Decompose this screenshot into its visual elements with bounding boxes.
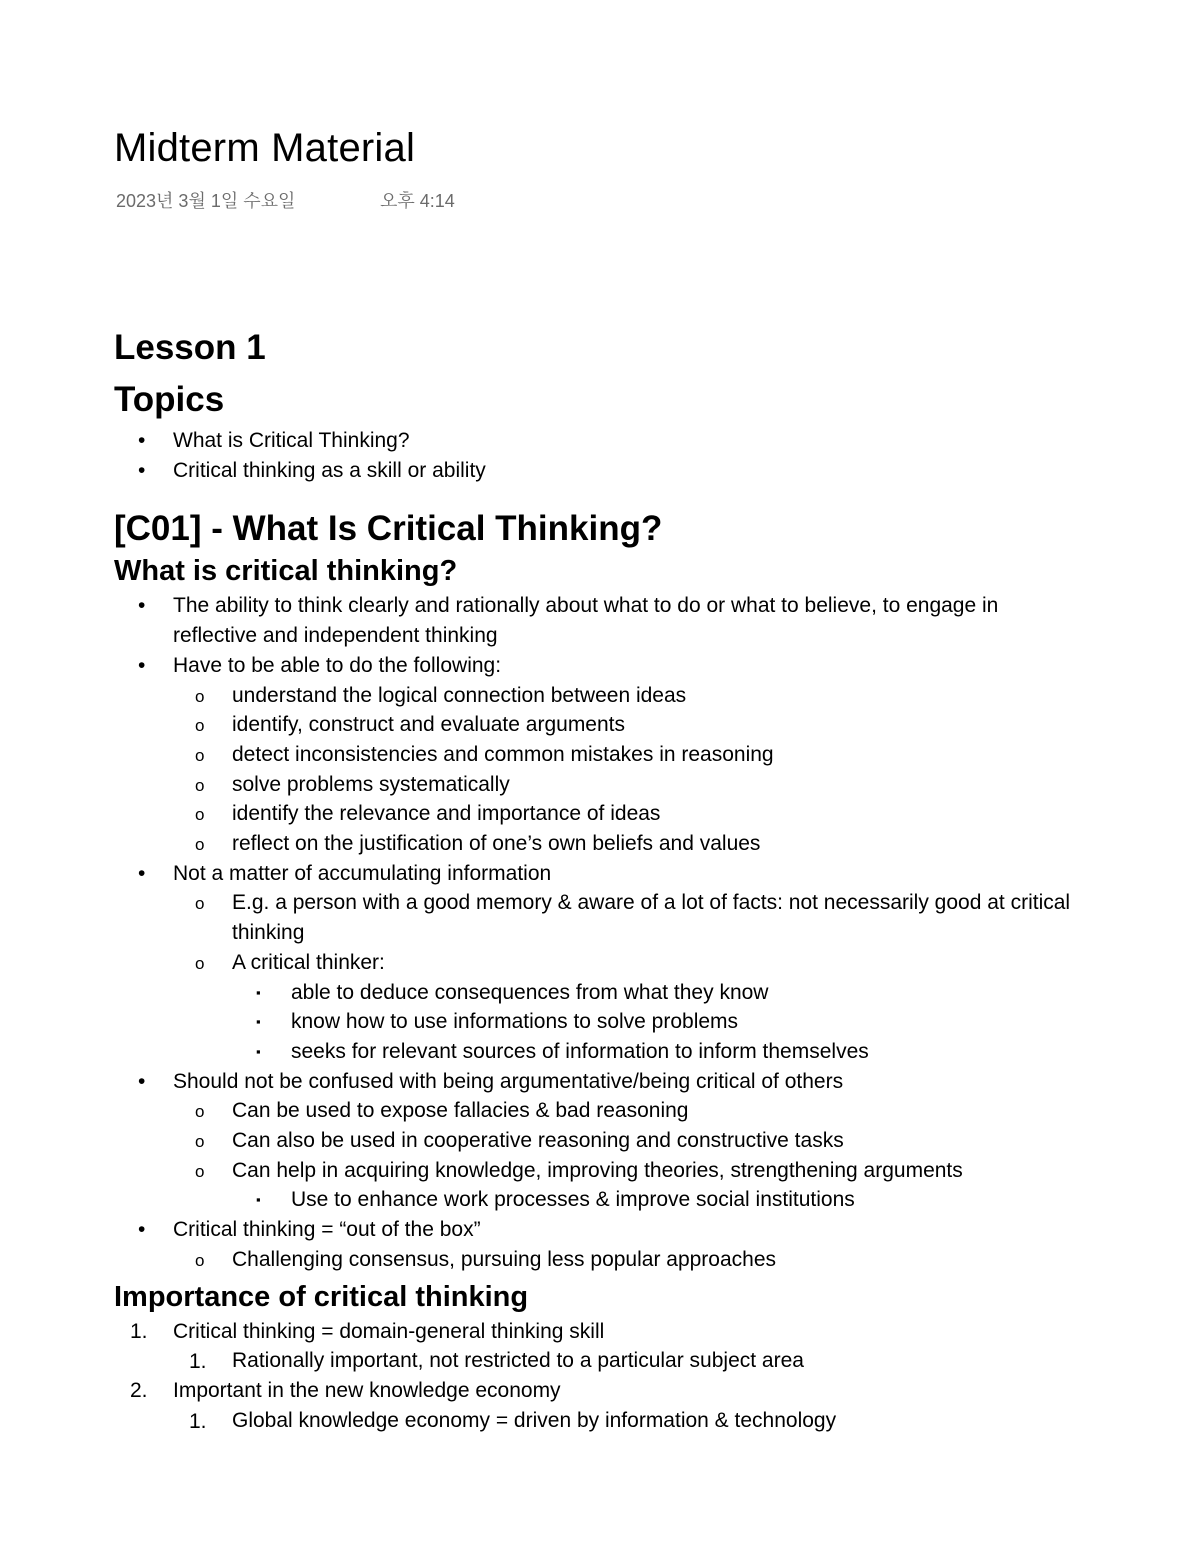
bullet-marker: o [195,894,205,914]
list-item-text: E.g. a person with a good memory & aware of a lot of facts: not necessarily good at critical thinking [232,891,1071,945]
list-item-text: Should not be confused with being argumentative/being critical of others [173,1069,844,1093]
bullet-marker: o [195,1132,205,1152]
number-marker: 1. [189,1409,207,1433]
list-item-text: know how to use informations to solve problems [291,1010,739,1034]
bullet-marker: • [138,594,146,618]
list-item [114,1317,1074,1376]
list-item [114,859,1074,1067]
bullet-marker: o [195,953,205,973]
note-body [114,322,1074,1440]
list-item-text: Challenging consensus, pursuing less popular approaches [232,1247,777,1271]
section-heading: [C01] - What Is Critical Thinking? [114,509,663,549]
sub-list [173,1406,1074,1436]
list-item-text: detect inconsistencies and common mistakes in reasoning [232,742,774,766]
bullet-marker: • [138,1218,146,1242]
list-item-text: Have to be able to do the following: [173,653,502,677]
bullet-marker: o [195,745,205,765]
list-item-text: reflect on the justification of one’s own beliefs and values [232,832,761,856]
page-title: Midterm Material [114,126,416,170]
list-item-text: A critical thinker: [232,950,385,974]
sub-list [173,1245,1074,1275]
list-item-text: What is Critical Thinking? [173,429,410,452]
list-item-text: able to deduce consequences from what they know [291,980,769,1004]
list-item-text: understand the logical connection between ideas [232,683,687,707]
list-item [114,1067,1074,1216]
topics-list [114,426,1074,485]
bullet-marker: o [195,805,205,825]
sub-list [173,681,1074,859]
sub-list [173,888,1074,1066]
number-marker: 1. [189,1350,207,1374]
list-item-text: seeks for relevant sources of information to inform themselves [291,1039,869,1063]
list-item [173,1346,1074,1376]
bullet-marker: ▪ [256,984,261,1000]
list-item [114,456,1074,486]
list-item-text: identify, construct and evaluate arguments [232,713,626,737]
what-list [114,591,1074,1274]
list-item-text: Can also be used in cooperative reasoning and constructive tasks [232,1129,844,1153]
list-item-text: identify the relevance and importance of ideas [232,802,661,826]
list-item [173,1096,1074,1126]
list-item [114,426,1074,456]
bullet-marker: o [195,686,205,706]
number-marker: 1. [130,1319,148,1343]
list-item [173,1126,1074,1156]
subsection-heading-importance: Importance of critical thinking [114,1280,529,1313]
sub-list [173,1096,1074,1215]
bullet-marker: ▪ [256,1014,261,1030]
bullet-marker: • [138,653,146,677]
sub-sub-list [232,978,1074,1067]
list-item [114,1376,1074,1435]
list-item [173,799,1074,829]
bullet-marker: • [138,429,146,452]
list-item [173,681,1074,711]
bullet-marker: o [195,835,205,855]
list-item [114,1215,1074,1274]
subsection-heading-what: What is critical thinking? [114,555,458,588]
bullet-marker: ▪ [256,1192,261,1208]
list-item [173,710,1074,740]
list-item [114,651,1074,859]
list-item-text: Global knowledge economy = driven by information & technology [232,1408,837,1432]
list-item-text: Critical thinking = “out of the box” [173,1218,481,1242]
number-marker: 2. [130,1378,148,1402]
bullet-marker: o [195,716,205,736]
lesson-heading: Lesson 1 [114,328,266,367]
list-item [173,888,1074,947]
bullet-marker: o [195,1250,205,1270]
note-date: 2023년 3월 1일 수요일 [116,191,296,211]
bullet-marker: • [138,861,146,885]
list-item [232,978,1074,1008]
bullet-marker: o [195,775,205,795]
list-item-text: Can be used to expose fallacies & bad reasoning [232,1099,689,1123]
list-item [173,1156,1074,1215]
list-item [232,1037,1074,1067]
list-item [232,1007,1074,1037]
list-item-text: Important in the new knowledge economy [173,1378,561,1402]
list-item-text: Rationally important, not restricted to a particular subject area [232,1349,804,1373]
bullet-marker: • [138,1069,146,1093]
note-time: 오후 4:14 [380,191,455,211]
list-item [173,948,1074,1067]
list-item-text: solve problems systematically [232,772,510,796]
list-item-text: Critical thinking as a skill or ability [173,458,486,482]
list-item-text: Not a matter of accumulating information [173,861,552,885]
list-item [114,591,1074,650]
sub-sub-list [232,1185,1074,1215]
list-item-text: The ability to think clearly and rationally about what to do or what to believe, to engage in reflective and independent thinking [173,594,999,648]
topics-heading: Topics [114,380,225,419]
list-item [232,1185,1074,1215]
list-item-text: Can help in acquiring knowledge, improving theories, strengthening arguments [232,1158,963,1182]
sub-list [173,1346,1074,1376]
list-item [173,1245,1074,1275]
list-item [173,1406,1074,1436]
bullet-marker: o [195,1102,205,1122]
list-item [173,829,1074,859]
bullet-marker: ▪ [256,1043,261,1059]
importance-list [114,1317,1074,1436]
list-item-text: Critical thinking = domain-general thinking skill [173,1319,605,1343]
bullet-marker: • [138,458,146,482]
list-item [173,770,1074,800]
bullet-marker: o [195,1161,205,1181]
list-item [173,740,1074,770]
list-item-text: Use to enhance work processes & improve social institutions [291,1188,855,1212]
